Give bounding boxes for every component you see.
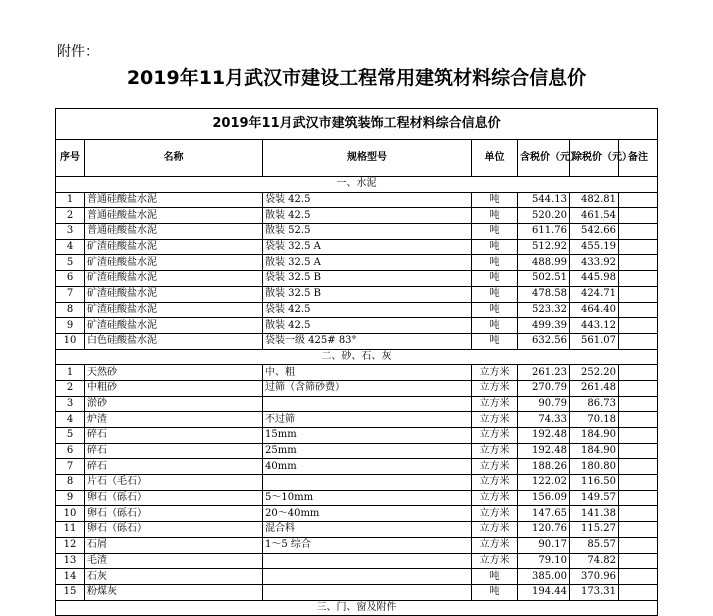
table-row bbox=[56, 490, 658, 506]
cell-spec: 袋装一级 425# 83° bbox=[263, 333, 472, 349]
cell-name: 矿渣硅酸盐水泥 bbox=[85, 239, 263, 255]
header-name: 名称 bbox=[85, 140, 263, 177]
cell-name: 普通硅酸盐水泥 bbox=[85, 192, 263, 208]
cell-tax-excl: 455.19 bbox=[570, 239, 619, 255]
cell-tax-excl: 173.31 bbox=[570, 584, 619, 600]
cell-remark bbox=[619, 208, 658, 224]
cell-tax-excl: 464.40 bbox=[570, 302, 619, 318]
cell-spec: 5～10mm bbox=[263, 490, 472, 506]
cell-unit: 立方米 bbox=[472, 412, 518, 428]
cell-name: 白色硅酸盐水泥 bbox=[85, 333, 263, 349]
cell-unit: 立方米 bbox=[472, 475, 518, 491]
cell-remark bbox=[619, 412, 658, 428]
cell-spec: 15mm bbox=[263, 428, 472, 444]
cell-unit: 吨 bbox=[472, 333, 518, 349]
cell-tax-incl: 270.79 bbox=[518, 380, 570, 396]
table-row bbox=[56, 192, 658, 208]
cell-unit: 立方米 bbox=[472, 380, 518, 396]
cell-tax-incl: 188.26 bbox=[518, 459, 570, 475]
cell-no: 5 bbox=[56, 255, 85, 271]
cell-unit: 立方米 bbox=[472, 506, 518, 522]
cell-name: 矿渣硅酸盐水泥 bbox=[85, 271, 263, 287]
table-row bbox=[56, 553, 658, 569]
cell-spec bbox=[263, 553, 472, 569]
cell-tax-incl: 192.48 bbox=[518, 443, 570, 459]
cell-tax-excl: 370.96 bbox=[570, 569, 619, 585]
cell-no: 6 bbox=[56, 443, 85, 459]
cell-tax-incl: 502.51 bbox=[518, 271, 570, 287]
table-row bbox=[56, 506, 658, 522]
cell-tax-incl: 156.09 bbox=[518, 490, 570, 506]
cell-name: 碎石 bbox=[85, 459, 263, 475]
cell-remark bbox=[619, 443, 658, 459]
cell-tax-incl: 478.58 bbox=[518, 286, 570, 302]
section-title: 三、门、窗及附件 bbox=[56, 600, 658, 616]
cell-name: 卵石（砾石） bbox=[85, 490, 263, 506]
header-row bbox=[56, 140, 658, 177]
table-row bbox=[56, 333, 658, 349]
cell-name: 片石（毛石） bbox=[85, 475, 263, 491]
cell-unit: 立方米 bbox=[472, 365, 518, 381]
header-no: 序号 bbox=[56, 140, 85, 177]
cell-tax-incl: 147.65 bbox=[518, 506, 570, 522]
cell-name: 石灰 bbox=[85, 569, 263, 585]
cell-no: 3 bbox=[56, 224, 85, 240]
section-title: 一、水泥 bbox=[56, 177, 658, 193]
cell-remark bbox=[619, 239, 658, 255]
cell-spec: 中、粗 bbox=[263, 365, 472, 381]
cell-remark bbox=[619, 380, 658, 396]
cell-tax-excl: 433.92 bbox=[570, 255, 619, 271]
cell-tax-excl: 141.38 bbox=[570, 506, 619, 522]
table-row bbox=[56, 584, 658, 600]
cell-tax-incl: 79.10 bbox=[518, 553, 570, 569]
table-row bbox=[56, 365, 658, 381]
cell-unit: 立方米 bbox=[472, 396, 518, 412]
cell-unit: 吨 bbox=[472, 569, 518, 585]
cell-remark bbox=[619, 271, 658, 287]
cell-spec: 25mm bbox=[263, 443, 472, 459]
table-row bbox=[56, 318, 658, 334]
table-row bbox=[56, 459, 658, 475]
table-title: 2019年11月武汉市建筑装饰工程材料综合信息价 bbox=[56, 109, 658, 140]
cell-tax-incl: 385.00 bbox=[518, 569, 570, 585]
cell-name: 卵石（砾石） bbox=[85, 506, 263, 522]
cell-unit: 吨 bbox=[472, 271, 518, 287]
table-row bbox=[56, 271, 658, 287]
cell-name: 矿渣硅酸盐水泥 bbox=[85, 302, 263, 318]
cell-tax-excl: 116.50 bbox=[570, 475, 619, 491]
cell-tax-incl: 261.23 bbox=[518, 365, 570, 381]
cell-tax-excl: 184.90 bbox=[570, 443, 619, 459]
cell-no: 14 bbox=[56, 569, 85, 585]
cell-no: 2 bbox=[56, 380, 85, 396]
table-row bbox=[56, 569, 658, 585]
cell-tax-incl: 520.20 bbox=[518, 208, 570, 224]
cell-no: 8 bbox=[56, 475, 85, 491]
cell-no: 11 bbox=[56, 522, 85, 538]
cell-unit: 立方米 bbox=[472, 490, 518, 506]
cell-name: 碎石 bbox=[85, 443, 263, 459]
cell-remark bbox=[619, 553, 658, 569]
cell-remark bbox=[619, 506, 658, 522]
cell-tax-excl: 443.12 bbox=[570, 318, 619, 334]
cell-remark bbox=[619, 286, 658, 302]
header-tax-incl: 含税价（元） bbox=[518, 140, 570, 177]
header-unit: 单位 bbox=[472, 140, 518, 177]
cell-tax-excl: 424.71 bbox=[570, 286, 619, 302]
cell-tax-incl: 488.99 bbox=[518, 255, 570, 271]
table-row bbox=[56, 428, 658, 444]
cell-no: 3 bbox=[56, 396, 85, 412]
cell-tax-incl: 512.92 bbox=[518, 239, 570, 255]
cell-unit: 立方米 bbox=[472, 553, 518, 569]
cell-remark bbox=[619, 302, 658, 318]
table-row bbox=[56, 522, 658, 538]
cell-no: 4 bbox=[56, 412, 85, 428]
price-table bbox=[55, 108, 658, 616]
cell-spec: 散装 52.5 bbox=[263, 224, 472, 240]
cell-remark bbox=[619, 584, 658, 600]
cell-spec: 袋装 42.5 bbox=[263, 192, 472, 208]
section-row bbox=[56, 177, 658, 193]
cell-remark bbox=[619, 537, 658, 553]
cell-tax-excl: 85.57 bbox=[570, 537, 619, 553]
cell-name: 毛渣 bbox=[85, 553, 263, 569]
cell-tax-incl: 120.76 bbox=[518, 522, 570, 538]
cell-no: 5 bbox=[56, 428, 85, 444]
cell-name: 天然砂 bbox=[85, 365, 263, 381]
section-title: 二、砂、石、灰 bbox=[56, 349, 658, 365]
table-row bbox=[56, 537, 658, 553]
cell-spec bbox=[263, 475, 472, 491]
attachment-label: 附件： bbox=[57, 44, 99, 60]
cell-remark bbox=[619, 569, 658, 585]
cell-tax-excl: 184.90 bbox=[570, 428, 619, 444]
cell-no: 7 bbox=[56, 286, 85, 302]
cell-no: 4 bbox=[56, 239, 85, 255]
cell-no: 9 bbox=[56, 490, 85, 506]
cell-tax-excl: 252.20 bbox=[570, 365, 619, 381]
cell-spec: 袋装 32.5 B bbox=[263, 271, 472, 287]
cell-tax-incl: 122.02 bbox=[518, 475, 570, 491]
cell-name: 石屑 bbox=[85, 537, 263, 553]
cell-tax-incl: 74.33 bbox=[518, 412, 570, 428]
cell-tax-excl: 261.48 bbox=[570, 380, 619, 396]
cell-no: 9 bbox=[56, 318, 85, 334]
table-row bbox=[56, 224, 658, 240]
cell-unit: 吨 bbox=[472, 192, 518, 208]
cell-tax-excl: 86.73 bbox=[570, 396, 619, 412]
cell-name: 中粗砂 bbox=[85, 380, 263, 396]
cell-tax-incl: 90.79 bbox=[518, 396, 570, 412]
cell-unit: 吨 bbox=[472, 584, 518, 600]
cell-unit: 立方米 bbox=[472, 537, 518, 553]
cell-unit: 吨 bbox=[472, 208, 518, 224]
table-title-row bbox=[56, 109, 658, 140]
cell-unit: 吨 bbox=[472, 255, 518, 271]
section-row bbox=[56, 349, 658, 365]
cell-tax-excl: 445.98 bbox=[570, 271, 619, 287]
cell-spec: 袋装 42.5 bbox=[263, 302, 472, 318]
cell-unit: 立方米 bbox=[472, 522, 518, 538]
cell-remark bbox=[619, 224, 658, 240]
cell-remark bbox=[619, 192, 658, 208]
table-row bbox=[56, 396, 658, 412]
cell-spec bbox=[263, 396, 472, 412]
cell-spec: 40mm bbox=[263, 459, 472, 475]
cell-spec: 散装 32.5 A bbox=[263, 255, 472, 271]
cell-tax-excl: 482.81 bbox=[570, 192, 619, 208]
cell-remark bbox=[619, 522, 658, 538]
table-row bbox=[56, 443, 658, 459]
cell-remark bbox=[619, 475, 658, 491]
cell-spec: 1～5 综合 bbox=[263, 537, 472, 553]
cell-remark bbox=[619, 333, 658, 349]
cell-remark bbox=[619, 396, 658, 412]
cell-tax-incl: 194.44 bbox=[518, 584, 570, 600]
table-row bbox=[56, 286, 658, 302]
cell-unit: 吨 bbox=[472, 224, 518, 240]
cell-no: 7 bbox=[56, 459, 85, 475]
table-row bbox=[56, 412, 658, 428]
cell-name: 普通硅酸盐水泥 bbox=[85, 208, 263, 224]
cell-no: 6 bbox=[56, 271, 85, 287]
cell-tax-incl: 544.13 bbox=[518, 192, 570, 208]
cell-tax-excl: 461.54 bbox=[570, 208, 619, 224]
table-row bbox=[56, 208, 658, 224]
cell-name: 淤砂 bbox=[85, 396, 263, 412]
cell-spec bbox=[263, 584, 472, 600]
cell-tax-excl: 180.80 bbox=[570, 459, 619, 475]
cell-remark bbox=[619, 255, 658, 271]
cell-no: 1 bbox=[56, 365, 85, 381]
cell-name: 炉渣 bbox=[85, 412, 263, 428]
cell-unit: 吨 bbox=[472, 318, 518, 334]
cell-name: 卵石（砾石） bbox=[85, 522, 263, 538]
cell-unit: 立方米 bbox=[472, 428, 518, 444]
cell-no: 8 bbox=[56, 302, 85, 318]
cell-no: 2 bbox=[56, 208, 85, 224]
section-row bbox=[56, 600, 658, 616]
cell-no: 10 bbox=[56, 506, 85, 522]
cell-no: 13 bbox=[56, 553, 85, 569]
cell-remark bbox=[619, 428, 658, 444]
cell-spec bbox=[263, 569, 472, 585]
cell-remark bbox=[619, 365, 658, 381]
cell-no: 15 bbox=[56, 584, 85, 600]
cell-remark bbox=[619, 459, 658, 475]
cell-unit: 立方米 bbox=[472, 459, 518, 475]
cell-name: 矿渣硅酸盐水泥 bbox=[85, 255, 263, 271]
cell-name: 矿渣硅酸盐水泥 bbox=[85, 286, 263, 302]
table-row bbox=[56, 239, 658, 255]
cell-tax-incl: 632.56 bbox=[518, 333, 570, 349]
cell-spec: 散装 32.5 B bbox=[263, 286, 472, 302]
cell-tax-excl: 542.66 bbox=[570, 224, 619, 240]
cell-tax-excl: 70.18 bbox=[570, 412, 619, 428]
cell-no: 12 bbox=[56, 537, 85, 553]
cell-remark bbox=[619, 490, 658, 506]
cell-name: 碎石 bbox=[85, 428, 263, 444]
cell-tax-incl: 192.48 bbox=[518, 428, 570, 444]
cell-name: 矿渣硅酸盐水泥 bbox=[85, 318, 263, 334]
cell-spec: 混合料 bbox=[263, 522, 472, 538]
cell-tax-excl: 115.27 bbox=[570, 522, 619, 538]
cell-unit: 吨 bbox=[472, 286, 518, 302]
table-row bbox=[56, 475, 658, 491]
cell-tax-excl: 74.82 bbox=[570, 553, 619, 569]
cell-tax-incl: 499.39 bbox=[518, 318, 570, 334]
cell-spec: 不过筛 bbox=[263, 412, 472, 428]
cell-tax-incl: 523.32 bbox=[518, 302, 570, 318]
cell-spec: 过筛（含筛砂费） bbox=[263, 380, 472, 396]
cell-no: 1 bbox=[56, 192, 85, 208]
cell-spec: 散装 42.5 bbox=[263, 208, 472, 224]
cell-tax-incl: 90.17 bbox=[518, 537, 570, 553]
cell-name: 粉煤灰 bbox=[85, 584, 263, 600]
cell-tax-excl: 561.07 bbox=[570, 333, 619, 349]
cell-spec: 袋装 32.5 A bbox=[263, 239, 472, 255]
table-body bbox=[56, 177, 658, 616]
cell-spec: 20～40mm bbox=[263, 506, 472, 522]
header-spec: 规格型号 bbox=[263, 140, 472, 177]
cell-tax-excl: 149.57 bbox=[570, 490, 619, 506]
cell-unit: 立方米 bbox=[472, 443, 518, 459]
cell-unit: 吨 bbox=[472, 302, 518, 318]
header-tax-excl: 除税价（元） bbox=[570, 140, 619, 177]
page-title: 2019年11月武汉市建设工程常用建筑材料综合信息价 bbox=[126, 67, 587, 89]
table-row bbox=[56, 255, 658, 271]
header-remark: 备注 bbox=[619, 140, 658, 177]
cell-remark bbox=[619, 318, 658, 334]
table-row bbox=[56, 302, 658, 318]
cell-name: 普通硅酸盐水泥 bbox=[85, 224, 263, 240]
cell-unit: 吨 bbox=[472, 239, 518, 255]
cell-no: 10 bbox=[56, 333, 85, 349]
table-row bbox=[56, 380, 658, 396]
cell-spec: 散装 42.5 bbox=[263, 318, 472, 334]
cell-tax-incl: 611.76 bbox=[518, 224, 570, 240]
